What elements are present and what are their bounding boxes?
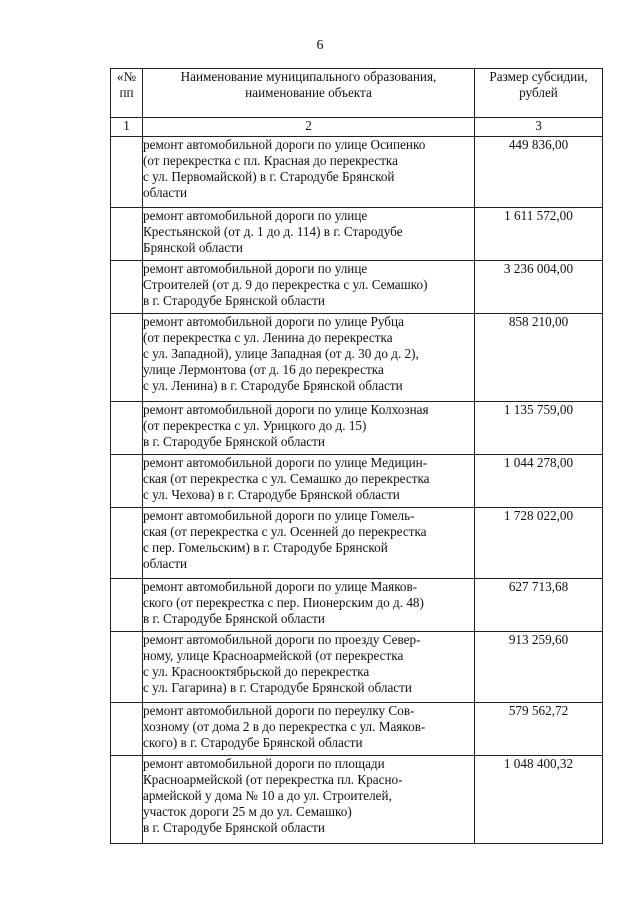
object-name-cell [143, 402, 475, 455]
subsidy-table [110, 68, 603, 844]
object-name-line: ремонт автомобильной дороги по улице Колхозная [143, 402, 429, 417]
object-name-cell [143, 137, 475, 208]
table-row [111, 632, 603, 703]
table-row [111, 137, 603, 208]
row-number-cell [111, 402, 143, 455]
object-name-line: в г. Стародубе Брянской области [143, 434, 325, 449]
object-name-line: (от перекрестка с ул. Урицкого до д. 15) [143, 418, 367, 433]
column-number-3: 3 [475, 118, 603, 137]
object-name-line: (от перекрестка с пл. Красная до перекрестка [143, 153, 398, 168]
row-number-cell [111, 314, 143, 402]
table-row [111, 261, 603, 314]
object-name-line: ского) в г. Стародубе Брянской области [143, 735, 363, 750]
object-name-line: ремонт автомобильной дороги по переулку Сов- [143, 703, 415, 718]
column-number-row [111, 118, 603, 137]
subsidy-amount-cell: 579 562,72 [475, 703, 603, 756]
object-name-line: с ул. Первомайской) в г. Стародубе Брянской [143, 169, 395, 184]
subsidy-amount-cell: 913 259,60 [475, 632, 603, 703]
object-name-cell [143, 314, 475, 402]
row-number-cell [111, 137, 143, 208]
object-name-line: области [143, 556, 188, 571]
object-name-cell [143, 261, 475, 314]
column-number-1: 1 [111, 118, 143, 137]
table-body [111, 137, 603, 844]
table-header-row [111, 69, 603, 118]
page-number: 6 [316, 38, 324, 53]
object-name-line: с пер. Гомельским) в г. Стародубе Брянской [143, 540, 388, 555]
object-name-line: с ул. Гагарина) в г. Стародубе Брянской области [143, 680, 412, 695]
object-name-cell [143, 208, 475, 261]
object-name-line: ремонт автомобильной дороги по улице [143, 261, 368, 276]
row-number-cell [111, 455, 143, 508]
table-row [111, 402, 603, 455]
object-name-line: ремонт автомобильной дороги по площади [143, 756, 385, 771]
row-number-cell [111, 579, 143, 632]
header-num: «№ пп [111, 69, 143, 118]
object-name-line: Брянской области [143, 240, 243, 255]
object-name-line: ному, улице Красноармейской (от перекрестка [143, 648, 404, 663]
table-row [111, 455, 603, 508]
object-name-line: с ул. Ленина) в г. Стародубе Брянской области [143, 378, 403, 393]
subsidy-amount-cell: 1 611 572,00 [475, 208, 603, 261]
object-name-line: в г. Стародубе Брянской области [143, 293, 325, 308]
object-name-line: с ул. Краснооктябрьской до перекрестка [143, 664, 370, 679]
object-name-cell [143, 756, 475, 844]
object-name-line: ского (от перекрестка с пер. Пионерским до д. 48) [143, 595, 424, 610]
subsidy-amount-cell: 1 728 022,00 [475, 508, 603, 579]
table-row [111, 703, 603, 756]
row-number-cell [111, 508, 143, 579]
subsidy-amount-cell: 1 135 759,00 [475, 402, 603, 455]
subsidy-amount-cell: 627 713,68 [475, 579, 603, 632]
table-row [111, 756, 603, 844]
object-name-line: ремонт автомобильной дороги по улице Маяков- [143, 579, 418, 594]
subsidy-amount-cell: 3 236 004,00 [475, 261, 603, 314]
table-row [111, 208, 603, 261]
header-name: Наименование муниципального образования, наименование объекта [143, 69, 475, 118]
subsidy-amount-cell: 858 210,00 [475, 314, 603, 402]
object-name-line: ская (от перекрестка с ул. Осенней до перекрестка [143, 524, 427, 539]
subsidy-amount-cell: 1 048 400,32 [475, 756, 603, 844]
object-name-line: с ул. Западной), улице Западная (от д. 30 до д. 2), [143, 346, 419, 361]
object-name-cell [143, 508, 475, 579]
table-row [111, 314, 603, 402]
object-name-line: ремонт автомобильной дороги по улице Осипенко [143, 137, 426, 152]
object-name-line: ремонт автомобильной дороги по улице Рубца [143, 314, 404, 329]
object-name-line: участок дороги 25 м до ул. Семашко) [143, 804, 352, 819]
header-amount: Размер субсидии, рублей [475, 69, 603, 118]
object-name-line: области [143, 185, 188, 200]
object-name-cell [143, 455, 475, 508]
object-name-line: Красноармейской (от перекрестка пл. Красно- [143, 772, 403, 787]
object-name-cell [143, 632, 475, 703]
row-number-cell [111, 261, 143, 314]
object-name-line: с ул. Чехова) в г. Стародубе Брянской области [143, 487, 400, 502]
object-name-line: ремонт автомобильной дороги по проезду Север- [143, 632, 421, 647]
object-name-line: (от перекрестка с ул. Ленина до перекрестка [143, 330, 393, 345]
row-number-cell [111, 703, 143, 756]
object-name-line: улице Лермонтова (от д. 16 до перекрестка [143, 362, 384, 377]
object-name-cell [143, 579, 475, 632]
row-number-cell [111, 756, 143, 844]
object-name-line: в г. Стародубе Брянской области [143, 611, 325, 626]
table-row [111, 508, 603, 579]
object-name-line: Строителей (от д. 9 до перекрестка с ул. Семашко) [143, 277, 428, 292]
subsidy-amount-cell: 449 836,00 [475, 137, 603, 208]
subsidy-amount-cell: 1 044 278,00 [475, 455, 603, 508]
table-row [111, 579, 603, 632]
object-name-line: ская (от перекрестка с ул. Семашко до перекрестка [143, 471, 430, 486]
row-number-cell [111, 208, 143, 261]
object-name-line: Крестьянской (от д. 1 до д. 114) в г. Стародубе [143, 224, 403, 239]
object-name-line: хозному (от дома 2 в до перекрестка с ул. Маяков- [143, 719, 426, 734]
object-name-line: ремонт автомобильной дороги по улице Гомель- [143, 508, 415, 523]
object-name-line: в г. Стародубе Брянской области [143, 820, 325, 835]
row-number-cell [111, 632, 143, 703]
column-number-2: 2 [143, 118, 475, 137]
object-name-line: армейской у дома № 10 а до ул. Строителей, [143, 788, 392, 803]
object-name-line: ремонт автомобильной дороги по улице [143, 208, 368, 223]
object-name-line: ремонт автомобильной дороги по улице Медицин- [143, 455, 428, 470]
object-name-cell [143, 703, 475, 756]
